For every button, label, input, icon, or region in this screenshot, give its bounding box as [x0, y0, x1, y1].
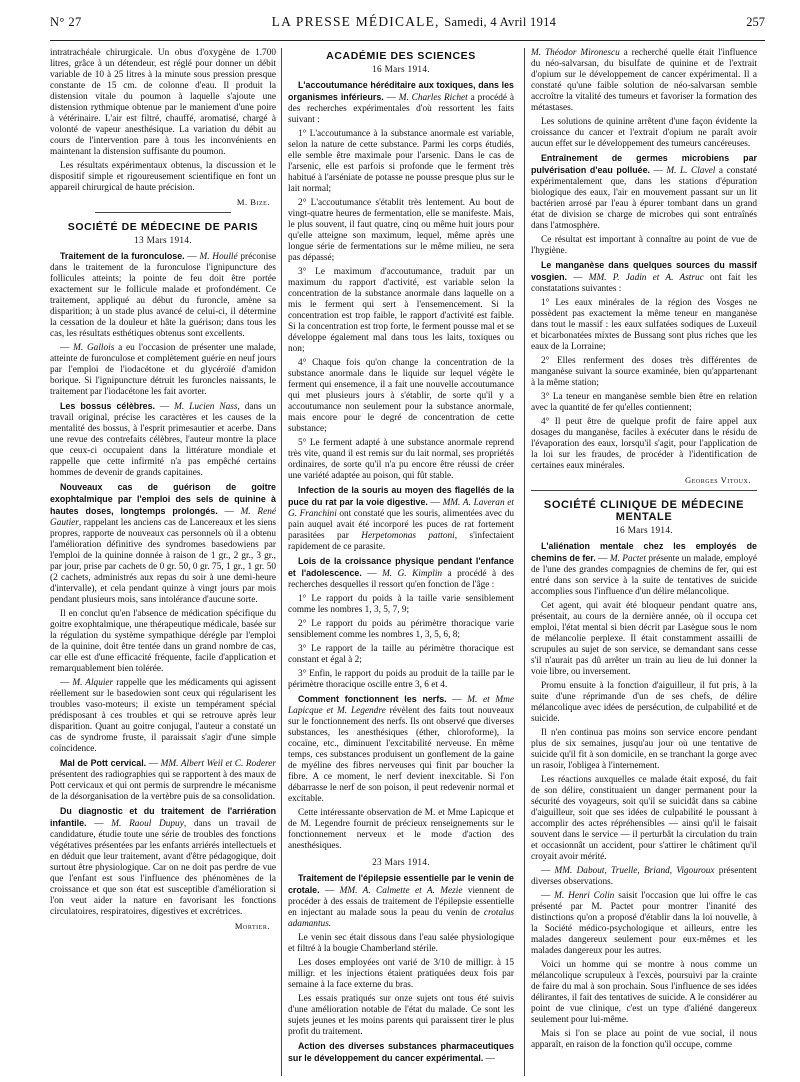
article-text: ont constaté que les souris, alimentées avec du pain auquel avait été incorporé les puces de rat fortement parasitées par [288, 509, 514, 541]
article-title: Nouveaux cas de guérison de goitre exophtalmique par l'emploi des sels de quinine à hautes doses, longtemps prolongés. [50, 482, 276, 516]
article: Traitement de la furonculose. — M. Houllé préconise dans le traitement de la furonculose l'ignipuncture des follicules atteints; la pointe de feu doit être portée exactement sur le follicule malade et profondément. Ce traitement, appliqué au début du furoncle, amène sa disparition; à un stade plus avancé de celui-ci, il détermine la cessation de la douleur et hâte la guérison; dans tous les cas, les résultats esthétiques obtenus sont excellents. [50, 251, 276, 339]
article-author: M. L. Clavel [666, 166, 716, 176]
article: Les bossus célèbres. — M. Lucien Nass, dans un travail original, précise les caractères et les causes de la mentalité des bossus, à l'esprit primesautier et acerbe. Dans une revue des contrefaits célèbres, l'auteur montre la place que ceux-ci occupaient dans la littérature mondiale et rappelle que cette infirmité n'a pas empêché certains hommes de devenir de grands capitaines. [50, 401, 276, 478]
article-author: MM. A. Calmette et A. Mezie [339, 886, 463, 896]
article-text: préconise dans le traitement de la furonculose l'ignipuncture des follicules atteints; la pointe de feu doit être portée exactement sur le follicule malade et profondément. Ce traitement, appliqué au début du furoncle, amène sa disparition; à un stade plus avancé de celui-ci, il détermine la cessation de la douleur et hâte la guérison; dans tous les cas, les résultats esthétiques obtenus sont excellents. [50, 252, 276, 339]
article: — M. Henri Colin saisit l'occasion que lui offre le cas présenté par M. Pactet pour montrer l'inanité des distinctions qu'on a proposé d'établir dans la loi nouvelle, à la Société médico-psychologique et ailleurs, entre les malades dangereux seulement pour eux-mêmes et les malades dangereux pour les autres. [531, 891, 757, 956]
article: Traitement de l'épilepsie essentielle par le venin de crotale. — MM. A. Calmette et A. Mezie viennent de procéder à des essais de traitement de l'épilepsie essentielle en injectant au malade sous la peau du venin de crotalus adamantus. [288, 873, 514, 929]
article: — M. Alquier rappelle que les médicaments qui agissent réellement sur le basedowien sont ceux qui régularisent les troubles vaso-moteurs; il existe un tempérament spécial prédisposant à ces troubles et qui se retrouve après leur disparition. Quant au goitre conjugal, l'auteur a constaté un cas de syndrome fruste, il paraissait s'agir d'une simple coïncidence. [50, 678, 276, 754]
article-text: dans un travail de candidature, étudie toute une série de troubles des fonctions végétatives présentées par les enfants arriérés intellectuels et en déduit que leur traitement, avant d'être pédagogique, doit surtout être physiologique. Car on ne doit pas perdre de vue que l'enfant est sous l'influence des phénomènes de la croissance et que son état est susceptible d'amélioration si l'on veut aider la nature en favorisant les fonctions circulatoires, respiratoires, digestives et excrétrices. [50, 819, 276, 917]
list-item: 4° Il peut être de quelque profit de faire appel aux dosages du manganèse, faciles à exécuter dans le résidu de l'évaporation des eaux, lorsqu'il s'agit, pour l'application de la loi sur les fraudes, de procéder à l'identification de certaines eaux minérales. [531, 417, 757, 471]
species-name: crotalus adamantus. [288, 908, 514, 929]
article: Entraînement de germes microbiens par pulvérisation d'eau polluée. — M. L. Clavel a constaté expérimentalement que, dans les stations d'épuration biologique des eaux, l'air en mouvement passant sur un lit bactérien arrosé par l'eau à épurer tombant dans un grand état de division se charge de microbes qui sont entraînés dans l'atmosphère. [531, 153, 757, 231]
article-text: présentent des radiographies qui se rapportent à des maux de Pott cervicaux et qui ont permis de surprendre le mécanisme de la désorganisation de la vertèbre puis de sa consolidation. [50, 770, 276, 802]
column-right [531, 48, 757, 1078]
article: Le manganèse dans quelques sources du massif vosgien. — MM. P. Jadin et A. Astruc ont fait les constatations suivantes : [531, 260, 757, 294]
column-rule [524, 48, 525, 1076]
article-author: M. G. Kimplin [382, 569, 443, 579]
paragraph: Cet agent, qui avait été bloqueur pendant quatre ans, présentait, au cours de la dernière année, où il occupa cet emploi, l'état mental si bien décrit par Lasègue sous le nom de mélancolie perplexe. Il était constamment assailli de scrupules au sujet de son service, se demandant sans cesse s'il n'aurait pas dû arrêter un train au lieu de lui donner la voie libre, ou inversement. [531, 601, 757, 677]
article: Action des diverses substances pharmaceutiques sur le développement du cancer expérimental. — [288, 1041, 514, 1064]
article: — M. Gallois a eu l'occasion de présenter une malade, atteinte de furonculose et complètement guérie en neuf jours par l'emploi de l'iodacétone et du glycéroïé d'amidon borique. Si l'ignipuncture détruit les furoncles naissants, le traitement par l'iodacétone les fait avorter. [50, 343, 276, 397]
article-author: M. René Gautier [50, 507, 276, 528]
article-text: ont fait les constatations suivantes : [531, 273, 757, 294]
session-date: 13 Mars 1914. [134, 236, 192, 246]
article-title: Action des diverses substances pharmaceutiques sur le développement du cancer expérimental. [288, 1041, 514, 1063]
paragraph: Les réactions auxquelles ce malade était exposé, du fait de son délire, constituaient un danger permanent pour la sécurité des voyageurs, soit qu'il se suicidât dans sa cabine d'aiguilleur, soit que ses idées de culpabilité le poussant à accomplir des actes répréhensibles — ainsi qu'il le faisait souvent dans le service — il perturbât la circulation du train et occasionnât un accident, pour s'attirer le châtiment qu'il croyait avoir mérité. [531, 775, 757, 862]
article [531, 48, 757, 114]
journal-name: LA PRESSE MÉDICALE, [271, 14, 440, 29]
paragraph: Il n'en continua pas moins son service encore pendant plus de six semaines, jusqu'au jour où une tentative de suicide qu'il fit à son domicile, en se tranchant la gorge avec un rasoir, l'obligea à l'internement. [531, 728, 757, 771]
list-item: 3° Le maximum d'accoutumance, traduit par un maximum du rapport d'activité, est variable selon la concentration de la substance anormale dans laquelle on a mis le ferment qui sert à l'ensemencement. Si la concentration est trop faible, le rapport d'activité est faible. Si la concentration est trop forte, le ferment pousse mal et se développe également mal dans tous les laits, toxiques ou non; [288, 267, 514, 354]
article-text: dans un travail original, précise les caractères et les causes de la mentalité des bossus, à l'esprit primesautier et acerbe. Dans une revue des contrefaits célèbres, l'auteur montre la place que ceux-ci occupaient dans la littérature mondiale et rappelle que cette infirmité n'a pas empêché certains hommes de devenir de grands capitaines. [50, 402, 276, 478]
article-text: viennent de procéder à des essais de traitement de l'épilepsie essentielle en injectant au malade sous la peau du venin de [288, 886, 514, 918]
article-text: présentent diverses observations. [531, 866, 757, 887]
article-title: Comment fonctionnent les nerfs. [298, 694, 447, 704]
list-item: 1° L'accoutumance à la substance anormale est variable, selon la nature de cette substance. Parmi les corps étudiés, elle semble être maximale pour l'arsenic. Dans le cas de l'arsenic, elle est parfois si profonde que le ferment très habitué à l'arséniate de potasse ne pousse presque plus sur le lait normal; [288, 129, 514, 194]
article-text: s'infectaient rapidement de ce parasite. [288, 531, 514, 552]
article-title: Les bossus célèbres. [60, 401, 155, 411]
paragraph: Ce résultat est important à connaître au point de vue de l'hygiène. [531, 235, 757, 256]
article: — MM. Dabout, Truelle, Briand, Vigouroux présentent diverses observations. [531, 866, 757, 887]
list-item: 1° Les eaux minérales de la région des Vosges ne possèdent pas exactement la même teneur en manganèse dans tout le massif : les eaux sulfatées sodiques de Luxeuil et bicarbonatées mixtes de Bussang sont plus riches que les eaux de la Lorraine; [531, 298, 757, 352]
article-author: M. Raoul Dupuy [111, 819, 184, 829]
paragraph: Les doses employées ont varié de 3/10 de milligr. à 15 milligr. et les injections étaient pratiquées deux fois par semaine à la face externe du bras. [288, 958, 514, 990]
article: Nouveaux cas de guérison de goitre exophtalmique par l'emploi des sels de quinine à hautes doses, longtemps prolongés. — M. René Gautier, rappelant les anciens cas de Lancereaux et les siens propres, rapporte de nouveaux cas personnels où il a obtenu l'amélioration définitive des syndromes basedowiens par l'emploi de la quinine donnée à raison de 1 gr., 2 gr., 3 gr., par jour, prise par cachets de 0 gr. 50, 0 gr. 75, 1 gr., 1 gr. 50 (2 cachets, administrés aux repas du soir à une demi-heure d'intervalle), et cela pendant quinze à vingt jours par mois pendant plusieurs mois, sans intolérance d'aucune sorte. [50, 482, 276, 605]
article-text: a eu l'occasion de présenter une malade, atteinte de furonculose et complètement guérie en neuf jours par l'emploi de l'iodacétone et du glycéroïé d'amidon borique. Si l'ignipuncture détruit les furoncles naissants, le traitement par l'iodacétone les fait avorter. [50, 343, 276, 397]
article-author: M. Houllé [199, 252, 238, 262]
list-item: 2° L'accoutumance s'établit très lentement. Au bout de vingt-quatre heures de fermentation, elle se manifeste. Mais, le plus souvent, il faut quatre, cinq ou même huit jours pour qu'elle atteigne son maximum, lequel, même après une longue série de fermentations sur le même milieu, ne sera pas dépassé; [288, 198, 514, 263]
paragraph: Les solutions de quinine arrêtent d'une façon évidente la croissance du cancer et l'extrait d'opium ne paraît avoir aucun effet sur le développement des tumeurs cancéreuses. [531, 117, 757, 149]
article-text: a constaté expérimentalement que, dans les stations d'épuration biologique des eaux, l'air en mouvement passant sur un lit bactérien arrosé par l'eau à épurer tombant dans un grand état de division se charge de microbes qui sont entraînés dans l'atmosphère. [531, 166, 757, 231]
column-rule [281, 48, 282, 1076]
divider [95, 212, 231, 213]
paragraph: Les essais pratiqués sur onze sujets ont tous été suivis d'une amélioration notable de l'état du malade. Ce sont les sujets jeunes et les moins parents qui paraissent tirer le plus profit du traitement. [288, 994, 514, 1037]
running-title [272, 14, 557, 30]
article-title: Mal de Pott cervical. [60, 758, 147, 768]
species-name: Herpetomonas pattoni [361, 531, 455, 541]
session-date: 16 Mars 1914. [372, 65, 430, 75]
article-author: M. Lucien Nass [174, 402, 238, 412]
issue-number: N° 27 [50, 15, 82, 29]
article-text: a recherché quelle était l'influence du néo-salvarsan, du bisulfate de quinine et de l'extrait d'opium sur le développement de cancer expérimental. Il a constaté qu'une faible solution de néo-salvarsan semble accroître la vitalité des tumeurs et favoriser la formation des métastases. [531, 48, 757, 113]
paragraph: Voici un homme qui se montre à nous comme un mélancolique scrupuleux à l'excès, poursuivi par la crainte de faire du mal à son prochain. Sous l'influence de ses idées délirantes, il fait des tentatives de suicide. A le considérer au point de vue clinique, c'est un type d'aliéné dangereux seulement pour lui-même. [531, 960, 757, 1025]
article: Du diagnostic et du traitement de l'arriération infantile. — M. Raoul Dupuy, dans un travail de candidature, étudie toute une série de troubles des fonctions végétatives présentées par les enfants arriérés intellectuels et en déduit que leur traitement, avant d'être pédagogique, doit surtout être physiologique. Car on ne doit pas perdre de vue que l'enfant est sous l'influence des phénomènes de la croissance et que son état est susceptible d'amélioration si l'on veut aider la nature en favorisant les fonctions circulatoires, respiratoires, digestives et excrétrices. [50, 806, 276, 917]
issue-date: Samedi, 4 Avril 1914 [444, 15, 557, 29]
list-item: 2° Elles renferment des doses très différentes de manganèse suivant la source examinée, bien qu'appartenant à la même station; [531, 356, 757, 388]
author-signature: Georges Vitoux. [685, 475, 751, 485]
article-text: présente un malade, employé de l'une des grandes compagnies de chemins de fer, qui est entré dans son service à la suite de tentatives de suicide accomplies sous l'influence d'un délire mélancolique. [531, 554, 757, 597]
paragraph: Le venin sec était dissous dans l'eau salée physiologique et filtré à la bougie Chamberland stérile. [288, 933, 514, 954]
article-text: a procédé à des recherches expérimentales d'où ressortent les faits suivant : [288, 93, 514, 125]
article-title: Infection de la souris au moyen des flagellés de la puce du rat par la voie digestive. [288, 485, 514, 507]
list-item: 3° La teneur en manganèse semble bien être en relation avec la quantité de fer qu'elles contiennent; [531, 392, 757, 413]
article-title: Lois de la croissance physique pendant l'enfance et l'adolescence. [288, 556, 514, 578]
article-author: M. et Mme Lapicque et M. Legendre [288, 695, 514, 716]
article-author: M. Théodor Mironescu [531, 48, 620, 58]
article-author: M. Gallois [73, 343, 115, 353]
article: Infection de la souris au moyen des flagellés de la puce du rat par la voie digestive. — MM. A. Laveran et G. Franchini ont constaté que les souris, alimentées avec du pain auquel avait été incorporé les puces de rat fortement parasitées par Herpetomonas pattoni, s'infectaient rapidement de ce parasite. [288, 485, 514, 552]
section-title: SOCIÉTÉ DE MÉDECINE DE PARIS [67, 221, 259, 233]
article-title: Entraînement de germes microbiens par pulvérisation d'eau polluée. [531, 153, 757, 175]
list-item: 3° Enfin, le rapport du poids au produit de la taille par le périmètre thoracique oscille entre 3, 6 et 4. [288, 669, 514, 690]
session-date: 23 Mars 1914. [372, 858, 430, 868]
page-number: 257 [746, 15, 765, 29]
article: L'aliénation mentale chez les employés de chemins de fer. — M. Pactet présente un malade, employé de l'une des grandes compagnies de chemins de fer, qui est entré dans son service à la suite de tentatives de suicide accomplies sous l'influence d'un délire mélancolique. [531, 541, 757, 597]
article-author: MM. P. Jadin et A. Astruc [588, 273, 704, 283]
article: Comment fonctionnent les nerfs. — M. et Mme Lapicque et M. Legendre révèlent des faits tout nouveaux sur le fonctionnement des nerfs. Ils ont observé que diverses substances, les anesthésiques (éther, chloroforme), la cocaïne, etc., diminuent l'excitabilité nerveuse. En même temps, ces substances produisent un gonflement de la gaine de myéline des fibres nerveuses qui finit par boucher la fibre. A ce moment, le nerf devient inexcitable. Si l'on débarrasse le nerf de son poison, il peut redevenir normal et excitable. [288, 694, 514, 804]
author-signature: M. Bize. [236, 197, 270, 207]
article-author: MM. Albert Weil et C. Roderer [160, 759, 276, 769]
article-title: Traitement de l'épilepsie essentielle par le venin de crotale. [288, 873, 514, 895]
article: Lois de la croissance physique pendant l'enfance et l'adolescence. — M. G. Kimplin a procédé à des recherches desquelles il ressort qu'en fonction de l'âge : [288, 556, 514, 590]
paragraph: Les résultats expérimentaux obtenus, la discussion et le dispositif simple et rigoureusement scientifique en font un appareil chirurgical de haute précision. [50, 161, 276, 193]
article-author: M. Charles Richet [398, 93, 468, 103]
article-title: Du diagnostic et du traitement de l'arriération infantile. [50, 806, 276, 828]
article-author: M. Alquier [72, 678, 114, 688]
article-text: rappelle que les médicaments qui agissent réellement sur le basedowien sont ceux qui régularisent les troubles vaso-moteurs; il existe un tempérament spécial prédisposant à ces troubles et qui se retrouve après leur disparition. Quant au goitre conjugal, l'auteur a constaté un cas de syndrome fruste, il paraissait s'agir d'une simple coïncidence. [50, 678, 276, 754]
article-title: Traitement de la furonculose. [60, 251, 185, 261]
list-item: 1° Le rapport du poids à la taille varie sensiblement comme les nombres 1, 3, 5, 7, 9; [288, 594, 514, 615]
list-item: 2° Le rapport du poids au périmètre thoracique varie sensiblement comme les nombres 1, 3, 5, 6, 8; [288, 619, 514, 640]
paragraph: Cette intéressante observation de M. et Mme Lapicque et de M. Legendre fournit de précieux renseignements sur le fonctionnement nerveux et le mode d'action des anesthésiques. [288, 808, 514, 851]
article: Mal de Pott cervical. — MM. Albert Weil et C. Roderer présentent des radiographies qui se rapportent à des maux de Pott cervicaux et qui ont permis de surprendre le mécanisme de la désorganisation de la vertèbre puis de sa consolidation. [50, 758, 276, 802]
article-author: M. Pactet [609, 554, 647, 564]
session-date: 16 Mars 1914. [615, 526, 673, 536]
section-title: SOCIÉTÉ CLINIQUE DE MÉDECINE MENTALE [543, 499, 745, 523]
article-author: M. Henri Colin [554, 891, 615, 901]
page-header [50, 14, 765, 41]
article-title: L'accoutumance héréditaire aux toxiques, dans les organismes inférieurs. [288, 80, 514, 102]
article-text: saisit l'occasion que lui offre le cas présenté par M. Pactet pour montrer l'inanité des distinctions qu'on a proposé d'établir dans la loi nouvelle, à la Société médico-psychologique et ailleurs, entre les malades dangereux seulement pour eux-mêmes et les malades dangereux pour les autres. [531, 891, 757, 956]
list-item: 5° Le ferment adapté à une substance anormale reprend très vite, quand il est remis sur du lait normal, ses propriétés ordinaires, de sorte qu'il n'a pu encore être réussi de créer une variété adaptée au poison, qui fût stable. [288, 438, 514, 481]
paragraph: Promu ensuite à la fonction d'aiguilleur, il fut pris, à la suite d'une réprimande d'un de ses chefs, de délire mélancolique avec idées de persécution, de culpabilité et de suicide. [531, 681, 757, 724]
article-title: Le manganèse dans quelques sources du massif vosgien. [531, 260, 757, 282]
article: L'accoutumance héréditaire aux toxiques, dans les organismes inférieurs. — M. Charles Richet a procédé à des recherches expérimentales d'où ressortent les faits suivant : [288, 80, 514, 125]
author-signature: Mortier. [234, 921, 270, 931]
list-item: 4° Chaque fois qu'on change la concentration de la substance anormale dans le liquide sur lequel végète le ferment qui ensemence, il a fait une nouvelle accoutumance qui met plusieurs jours à s'établir, de sorte qu'il y a accoutumance non seulement pour la substance anormale, mais encore pour le degré de concentration de cette substance; [288, 358, 514, 434]
paragraph: Mais si l'on se place au point de vue social, il nous apparaît, en raison de la fonction qu'il occupe, comme [531, 1029, 757, 1050]
article-text: révèlent des faits tout nouveaux sur le fonctionnement des nerfs. Ils ont observé que diverses substances, les anesthésiques (éther, chloroforme), la cocaïne, etc., diminuent l'excitabilité nerveuse. En même temps, ces substances produisent un gonflement de la gaine de myéline des fibres nerveuses qui finit par boucher la fibre. A ce moment, le nerf devient inexcitable. Si l'on débarrasse le nerf de son poison, il peut redevenir normal et excitable. [288, 706, 514, 804]
article-author: MM. A. Laveran et G. Franchini [288, 498, 514, 519]
article-text: a procédé à des recherches desquelles il ressort qu'en fonction de l'âge : [288, 569, 514, 590]
list-item: 3° Le rapport de la taille au périmètre thoracique est constant et égal à 2; [288, 644, 514, 665]
section-title: ACADÉMIE DES SCIENCES [326, 50, 476, 62]
column-left [50, 48, 276, 1078]
article-title: L'aliénation mentale chez les employés de chemins de fer. [531, 541, 757, 563]
column-middle [288, 48, 514, 1078]
article-author: MM. Dabout, Truelle, Briand, Vigouroux [554, 866, 715, 876]
paragraph: intratrachéale chirurgicale. Un obus d'oxygène de 1.700 litres, grâce à un détendeur, est réglé pour donner un débit variable de 10 à 25 litres à la minute sous pression presque constante de 15 cm. de colonne d'eau. Il produit la distension vitale du poumon à laquelle s'ajoute une distension rythmique obtenue par le maniement d'une poire à vétérinaire. L'air est filtré, chauffé, aromatisé, chargé à volonté de vapeur anesthésique. La variation du débit au cours de l'intervention pare à tous les inconvénients en maintenant la distension suffisante du poumon. [50, 48, 276, 157]
divider [531, 490, 757, 491]
paragraph: Il en conclut qu'en l'absence de médication spécifique du goitre exophtalmique, une thérapeutique médicale, basée sur la régulation du système sympathique dérégle par l'emploi de la quinine, doit être tentée dans un grand nombre de cas, car elle est d'une efficacité fréquente, facile d'application et remarquablement bien tolérée. [50, 609, 276, 674]
article-text: rappelant les anciens cas de Lancereaux et les siens propres, rapporte de nouveaux cas personnels où il a obtenu l'amélioration définitive des syndromes basedowiens par l'emploi de la quinine donnée à raison de 1 gr., 2 gr., 3 gr., par jour, prise par cachets de 0 gr. 50, 0 gr. 75, 1 gr., 1 gr. 50 (2 cachets, administrés aux repas du soir à une demi-heure d'intervalle), et cela pendant quinze à vingt jours par mois pendant plusieurs mois, sans intolérance d'aucune sorte. [50, 518, 276, 605]
